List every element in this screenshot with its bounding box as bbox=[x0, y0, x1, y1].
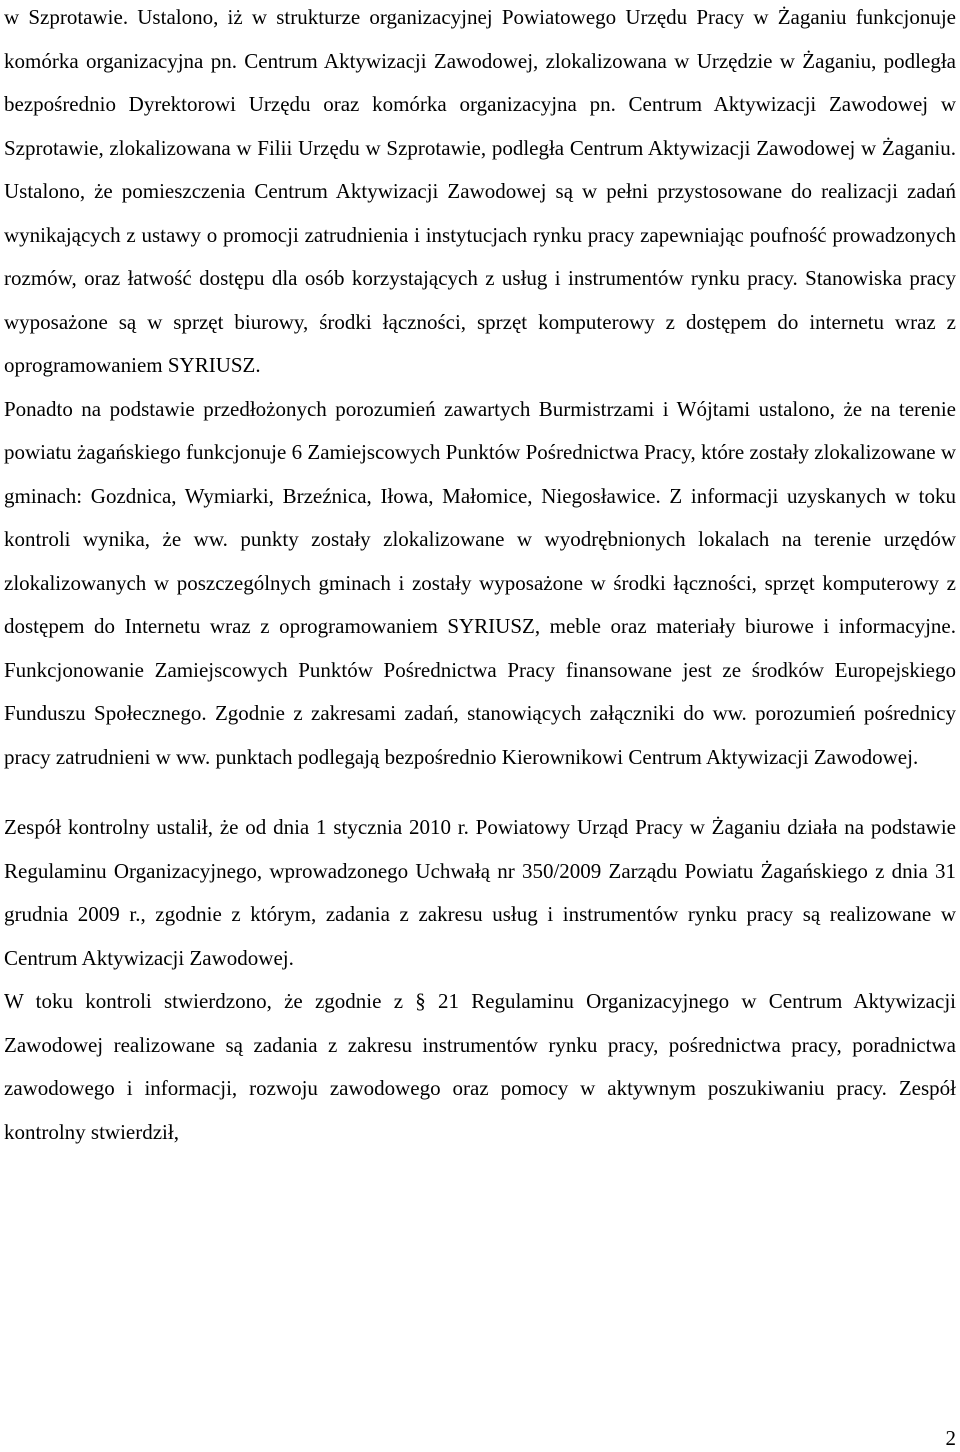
paragraph-kontrola: W toku kontroli stwierdzono, że zgodnie z § 21 Regulaminu Organizacyjnego w Centrum Aktywizacji Zawodowej realizowane są zadania z zakresu instrumentów rynku pracy, pośrednictwa pracy, poradnictwa zawodowego i informacji, rozwoju zawodowego oraz pomocy w aktywnym poszukiwaniu pracy. Zespół kontrolny stwierdził, bbox=[4, 989, 956, 1144]
paragraph-regulamin: Zespół kontrolny ustalił, że od dnia 1 stycznia 2010 r. Powiatowy Urząd Pracy w Żaganiu działa na podstawie Regulaminu Organizacyjnego, wprowadzonego Uchwałą nr 350/2009 Zarządu Powiatu Żagańskiego z dnia 31 grudnia 2009 r., zgodnie z którym, zadania z zakresu usług i instrumentów rynku pracy są realizowane w Centrum Aktywizacji Zawodowej. bbox=[4, 815, 956, 970]
document-page bbox=[4, 0, 956, 1154]
page-number: 2 bbox=[945, 1426, 956, 1450]
paragraph-cazw-locations: w Szprotawie. Ustalono, iż w strukturze organizacyjnej Powiatowego Urzędu Pracy w Żaganiu funkcjonuje komórka organizacyjna pn. Centrum Aktywizacji Zawodowej, zlokalizowana w Urzędzie w Żaganiu, podległa bezpośrednio Dyrektorowi Urzędu oraz komórka organizacyjna pn. Centrum Aktywizacji Zawodowej w Szprotawie, zlokalizowana w Filii Urzędu w Szprotawie, podległa Centrum Aktywizacji Zawodowej w Żaganiu. Ustalono, że pomieszczenia Centrum Aktywizacji Zawodowej są w pełni przystosowane do realizacji zadań wynikających z ustawy o promocji zatrudnienia i instytucjach rynku pracy zapewniając poufność prowadzonych rozmów, oraz łatwość dostępu dla osób korzystających z usług i instrumentów rynku pracy. Stanowiska pracy wyposażone są w sprzęt biurowy, środki łączności, sprzęt komputerowy z dostępem do internetu wraz z oprogramowaniem SYRIUSZ. bbox=[4, 5, 956, 377]
paragraph-zppp-points: Ponadto na podstawie przedłożonych porozumień zawartych Burmistrzami i Wójtami ustalono, że na terenie powiatu żagańskiego funkcjonuje 6 Zamiejscowych Punktów Pośrednictwa Pracy, które zostały zlokalizowane w gminach: Gozdnica, Wymiarki, Brzeźnica, Iłowa, Małomice, Niegosławice. Z informacji uzyskanych w toku kontroli wynika, że ww. punkty zostały zlokalizowane w wyodrębnionych lokalach na terenie urzędów zlokalizowanych w poszczególnych gminach i zostały wyposażone w środki łączności, sprzęt komputerowy z dostępem do Internetu wraz z oprogramowaniem SYRIUSZ, meble oraz materiały biurowe i informacyjne. Funkcjonowanie Zamiejscowych Punktów Pośrednictwa Pracy finansowane jest ze środków Europejskiego Funduszu Społecznego. Zgodnie z zakresami zadań, stanowiących załączniki do ww. porozumień pośrednicy pracy zatrudnieni w ww. punktach podlegają bezpośrednio Kierownikowi Centrum Aktywizacji Zawodowej. bbox=[4, 396, 956, 769]
paragraph-spacer bbox=[4, 779, 956, 806]
